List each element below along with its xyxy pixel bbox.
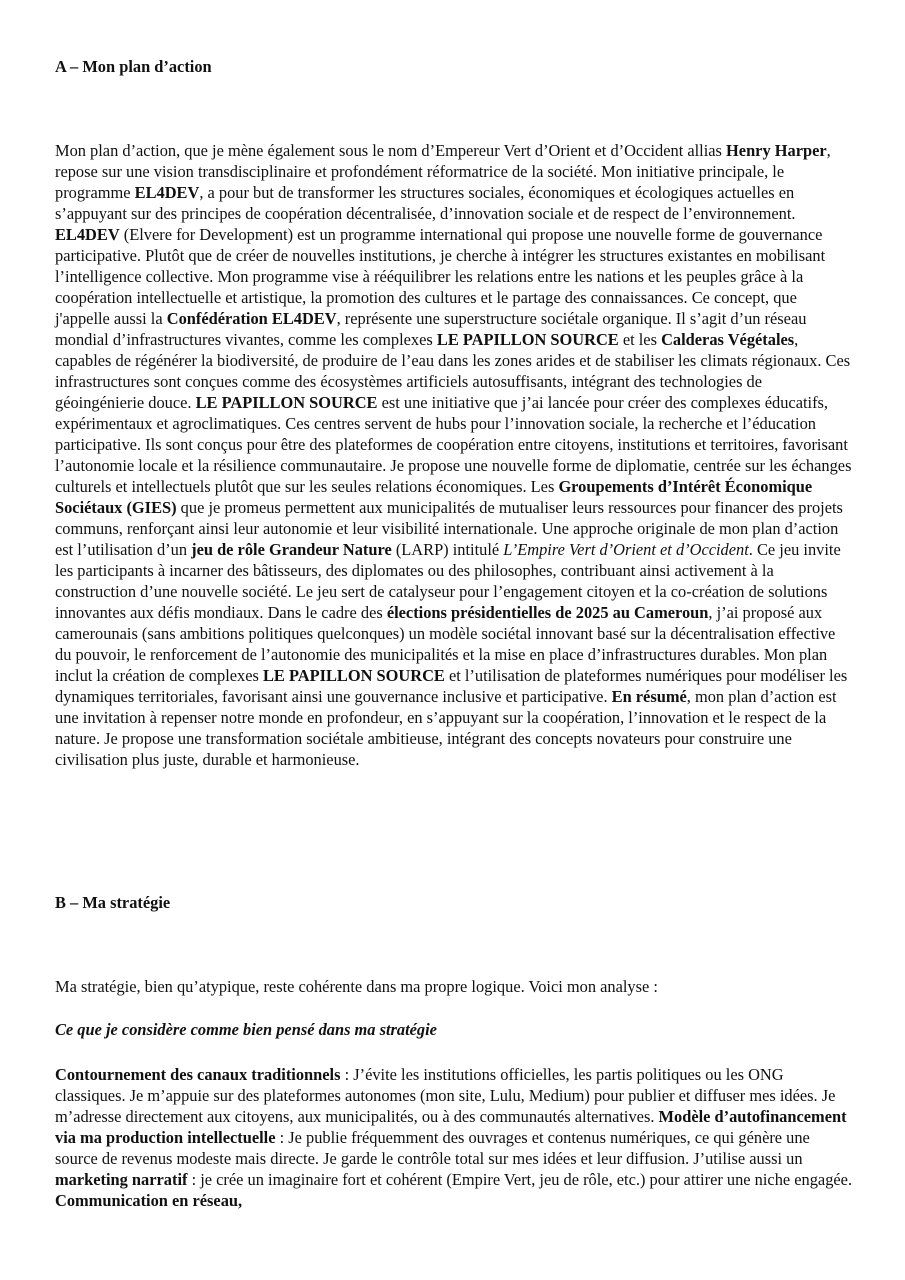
- text-run: et l’utilisation de plateformes numériques pour modéliser les dynamiques territoriales, favorisant ainsi une gouvernance inclusive et participative.: [55, 666, 848, 706]
- text-run: , capables de régénérer la biodiversité, de produire de l’eau dans les zones arides et de stabiliser les climats régionaux. Ces infrastructures sont conçues comme des écosystèmes artificiels autosuffisants, intégrant des technologies de géoingénierie douce.: [55, 330, 851, 412]
- text-run: EL4DEV: [134, 183, 200, 202]
- text-run: En résumé: [611, 687, 687, 706]
- section-b-intro: Ma stratégie, bien qu’atypique, reste cohérente dans ma propre logique. Voici mon analyse :: [55, 977, 658, 996]
- section-b-heading: B – Ma stratégie: [55, 893, 171, 912]
- text-run: Confédération EL4DEV: [166, 309, 337, 328]
- text-run: est une initiative que j’ai lancée pour créer des complexes éducatifs, expérimentaux et agroclimatiques. Ces centres servent de hubs pour l’innovation sociale, la recherche et l’éducation participative. Ils sont conçus pour être des plateformes de coopération entre citoyens, institutions et territoires, favorisant l’autonomie locale et la résilience communautaire. Je propose une nouvelle forme de diplomatie, centrée sur les échanges culturels et intellectuels plutôt que sur les seules relations économiques. Les: [55, 393, 852, 496]
- text-run: LE PAPILLON SOURCE: [195, 393, 378, 412]
- text-run: Modèle d’autofinancement via ma production intellectuelle: [55, 1107, 847, 1147]
- text-run: (Elvere for Development) est un programme international qui propose une nouvelle forme de gouvernance participative. Plutôt que de créer de nouvelles institutions, je cherche à intégrer les structures existantes en mobilisant l’intelligence collective. Mon programme vise à rééquilibrer les relations entre les nations et les peuples grâce à la coopération intellectuelle et artistique, la promotion des cultures et le partage des connaissances. Ce concept, que j'appelle aussi la: [55, 225, 826, 328]
- text-run: Communication en réseau,: [55, 1191, 243, 1210]
- text-run: . Ce jeu invite les participants à incarner des bâtisseurs, des diplomates ou des philosophes, contribuant ainsi activement à la construction d’une nouvelle société. Le jeu sert de catalyseur pour l’engagement citoyen et la co-création de solutions innovantes aux défis mondiaux. Dans le cadre des: [55, 540, 841, 622]
- text-run: jeu de rôle Grandeur Nature: [191, 540, 392, 559]
- text-run: élections présidentielles de 2025 au Cameroun: [386, 603, 709, 622]
- section-b-subheading: Ce que je considère comme bien pensé dans ma stratégie: [55, 1020, 437, 1039]
- text-run: LE PAPILLON SOURCE: [263, 666, 445, 685]
- text-run: EL4DEV: [55, 225, 120, 244]
- text-run: : Je publie fréquemment des ouvrages et contenus numériques, ce qui génère une source de revenus modeste mais directe. Je garde le contrôle total sur mes idées et leur diffusion. J’utilise aussi un: [55, 1128, 810, 1168]
- text-run: Contournement des canaux traditionnels: [55, 1065, 341, 1084]
- text-run: et les: [618, 330, 662, 349]
- text-run: que je promeus permettent aux municipalités de mutualiser leurs ressources pour financer des projets communs, renforçant ainsi leur autonomie et leur visibilité internationale. Une approche originale de mon plan d’action est l’utilisation d’un: [55, 498, 843, 559]
- text-run: , repose sur une vision transdisciplinaire et profondément réformatrice de la société. Mon initiative principale, le programme: [55, 141, 831, 202]
- text-run: Mon plan d’action, que je mène également sous le nom d’Empereur Vert d’Orient et d’Occident allias: [55, 141, 727, 160]
- section-a-body: [55, 140, 853, 770]
- text-run: marketing narratif: [55, 1170, 188, 1189]
- text-run: , représente une superstructure sociétale organique. Il s’agit d’un réseau mondial d’infrastructures vivantes, comme les complexes: [55, 309, 807, 349]
- text-run: : J’évite les institutions officielles, les partis politiques ou les ONG classiques. Je m’appuie sur des plateformes autonomes (mon site, Lulu, Medium) pour publier et diffuser mes idées. Je m’adresse directement aux citoyens, aux municipalités, ou à des communautés alternatives.: [55, 1065, 836, 1126]
- text-run: Henry Harper: [726, 141, 827, 160]
- section-a-heading: A – Mon plan d’action: [55, 57, 212, 76]
- section-b-body: [55, 1064, 853, 1211]
- text-run: L’Empire Vert d’Orient et d’Occident: [503, 540, 749, 559]
- text-run: LE PAPILLON SOURCE: [436, 330, 619, 349]
- text-run: , a pour but de transformer les structures sociales, économiques et écologiques actuelles en s’appuyant sur des principes de coopération décentralisée, d’innovation sociale et de respect de l’environnement.: [55, 183, 796, 223]
- text-run: , j’ai proposé aux camerounais (sans ambitions politiques quelconques) un modèle sociétal innovant basé sur la décentralisation effective du pouvoir, le renforcement de l’autonomie des municipalités et la mise en place d’infrastructures durables. Mon plan inclut la création de complexes: [55, 603, 836, 685]
- text-run: Groupements d’Intérêt Économique Sociétaux (GIES): [55, 477, 813, 517]
- text-run: , mon plan d’action est une invitation à repenser notre monde en profondeur, en s’appuyant sur la coopération, l’innovation et le respect de la nature. Je propose une transformation sociétale ambitieuse, intégrant des concepts novateurs pour construire une civilisation plus juste, durable et harmonieuse.: [55, 687, 837, 769]
- text-run: (LARP) intitulé: [391, 540, 504, 559]
- text-run: Calderas Végétales: [661, 330, 795, 349]
- text-run: : je crée un imaginaire fort et cohérent (Empire Vert, jeu de rôle, etc.) pour attirer une niche engagée.: [187, 1170, 853, 1189]
